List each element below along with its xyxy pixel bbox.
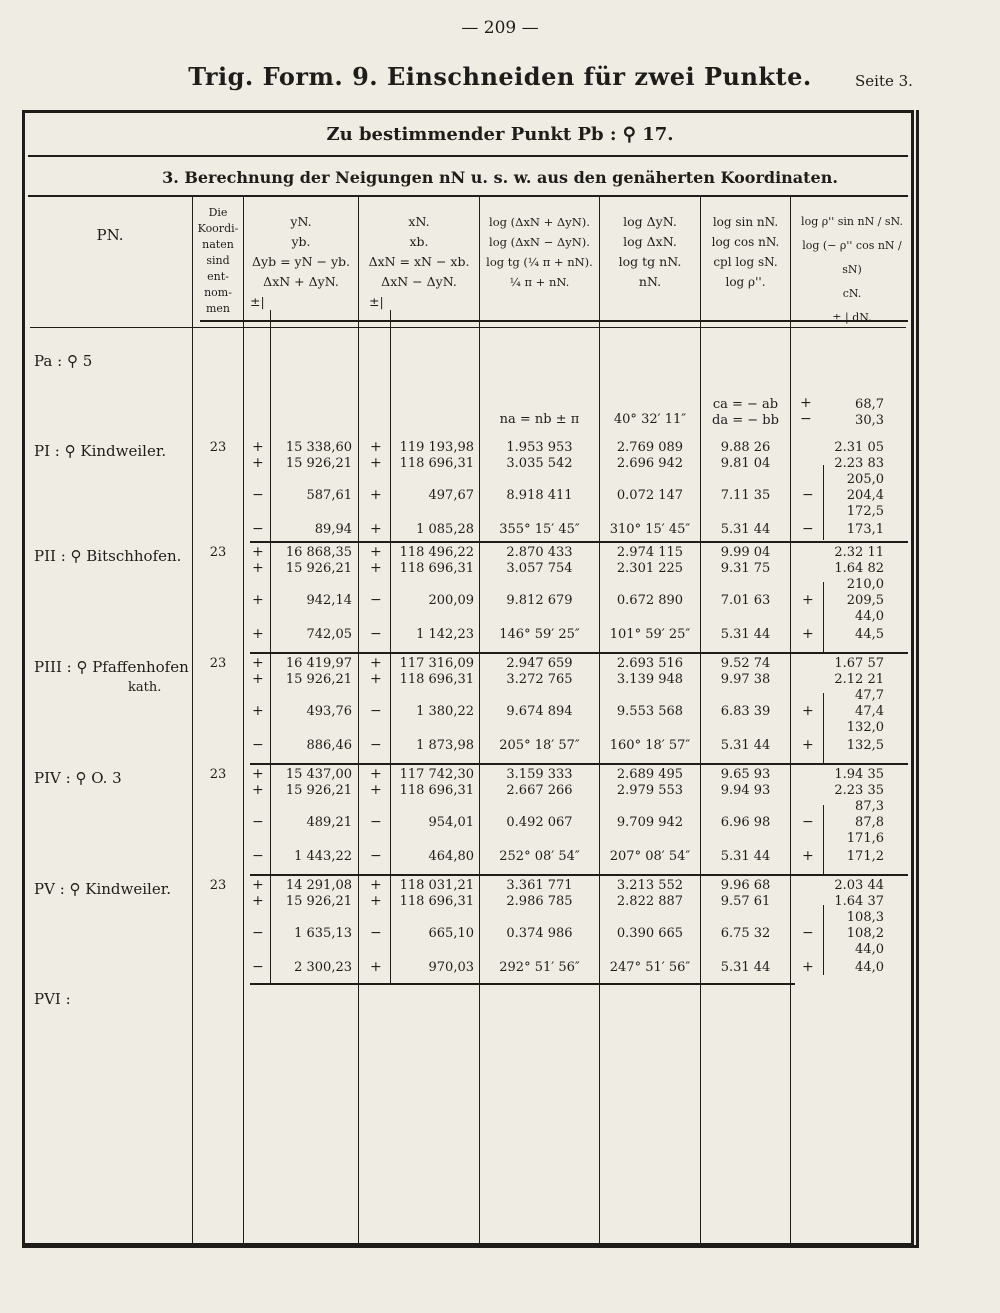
point-label: PIV : ⚲ O. 3	[34, 769, 122, 787]
log-sum-value: 2.870 433	[506, 545, 573, 560]
x-sign: +	[370, 655, 382, 671]
x-value: 118 696,31	[399, 561, 474, 576]
log-rho-value: 2.23 83	[834, 456, 884, 471]
log-rho-sign: −	[802, 487, 814, 503]
log-rho-value: 47,7	[855, 688, 884, 703]
log-rho-value: 108,2	[846, 926, 884, 941]
log-sum-value: 3.057 754	[506, 561, 573, 576]
log-delta-value: 9.553 568	[616, 704, 684, 719]
log-delta-value: 2.974 115	[616, 545, 684, 560]
log-sin-value: 5.31 44	[720, 849, 771, 864]
log-rho-value: 204,4	[846, 488, 884, 503]
y-sign: −	[252, 521, 264, 537]
y-sign: +	[252, 877, 264, 893]
log-rho-value: 2.12 21	[834, 672, 884, 687]
log-delta-value: 0.072 147	[616, 488, 684, 503]
point-header: Zu bestimmender Punkt Pb : ⚲ 17.	[326, 124, 674, 145]
log-rho-value: 2.23 35	[834, 783, 884, 798]
log-delta-value: 2.769 089	[616, 440, 684, 455]
log-sum-value: 2.667 266	[506, 783, 573, 798]
log-sin-value: 9.96 68	[720, 878, 771, 893]
y-value: 587,61	[306, 488, 352, 503]
log-rho-value: 2.03 44	[834, 878, 884, 893]
y-value: 15 926,21	[285, 783, 352, 798]
x-sign: +	[370, 893, 382, 909]
y-value: 89,94	[314, 522, 352, 537]
x-sign: +	[370, 560, 382, 576]
log-rho-value: 1.64 82	[834, 561, 884, 576]
log-delta-value: 3.139 948	[616, 672, 684, 687]
log-sin-value: 7.11 35	[720, 488, 771, 503]
x-sign: −	[370, 925, 382, 941]
y-sign: +	[252, 455, 264, 471]
y-sign: −	[252, 848, 264, 864]
log-rho-value: 132,5	[846, 738, 884, 753]
y-sign: −	[252, 959, 264, 975]
y-value: 489,21	[306, 815, 352, 830]
point-label-pa: Pa : ⚲ 5	[34, 352, 93, 370]
source-number: 23	[209, 440, 227, 455]
log-rho-sign: +	[802, 848, 814, 864]
col-header-y: yN. yb. Δyb = yN − yb. ΔxN + ΔyN. ±|	[250, 214, 350, 309]
x-sign: +	[370, 487, 382, 503]
log-delta-value: 310° 15′ 45″	[609, 522, 691, 537]
point-label: PV : ⚲ Kindweiler.	[34, 880, 172, 898]
log-sin-value: 9.52 74	[720, 656, 771, 671]
log-sin-value: 7.01 63	[720, 593, 771, 608]
x-value: 954,01	[428, 815, 474, 830]
log-sin-value: 6.83 39	[720, 704, 771, 719]
log-delta-value: 101° 59′ 25″	[609, 627, 691, 642]
log-rho-value: 171,6	[846, 831, 884, 846]
x-sign: +	[370, 544, 382, 560]
log-delta-value: 2.689 495	[616, 767, 684, 782]
y-value: 14 291,08	[285, 878, 352, 893]
source-number: 23	[209, 878, 227, 893]
log-sum-value: 2.947 659	[506, 656, 573, 671]
log-sin-value: 5.31 44	[720, 960, 771, 975]
source-number: 23	[209, 656, 227, 671]
log-rho-value: 44,0	[855, 942, 884, 957]
x-sign: +	[370, 877, 382, 893]
log-sum-value: 292° 51′ 56″	[499, 960, 580, 975]
x-sign: −	[370, 626, 382, 642]
log-rho-sign: −	[802, 814, 814, 830]
log-rho-value: 1.67 57	[834, 656, 884, 671]
log-sum-value: 205° 18′ 57″	[499, 738, 580, 753]
col-header-source: Die Koordi- naten sind ent- nom- men	[197, 206, 239, 315]
log-sum-value: 146° 59′ 25″	[499, 627, 580, 642]
y-value: 493,76	[306, 704, 352, 719]
log-sin-value: 9.94 93	[720, 783, 771, 798]
y-sign: +	[252, 439, 264, 455]
log-rho-value: 47,4	[855, 704, 884, 719]
log-rho-value: 205,0	[846, 472, 884, 487]
y-value: 16 868,35	[285, 545, 352, 560]
pa-sign-1: +	[800, 395, 812, 411]
log-sum-value: 3.361 771	[506, 878, 573, 893]
x-value: 1 142,23	[416, 627, 474, 642]
log-sin-value: 6.75 32	[720, 926, 771, 941]
log-delta-value: 3.213 552	[616, 878, 684, 893]
y-sign: +	[252, 626, 264, 642]
log-sum-value: 252° 08′ 54″	[499, 849, 580, 864]
log-sin-value: 9.31 75	[720, 561, 771, 576]
log-delta-value: 2.979 553	[616, 783, 684, 798]
col-header-log-delta: log ΔyN. log ΔxN. log tg nN. nN.	[618, 214, 682, 289]
x-sign: −	[370, 703, 382, 719]
source-number: 23	[209, 545, 227, 560]
log-sin-value: 9.88 26	[720, 440, 771, 455]
log-delta-value: 2.822 887	[616, 894, 684, 909]
log-rho-value: 210,0	[846, 577, 884, 592]
y-value: 15 926,21	[285, 456, 352, 471]
y-sign: +	[252, 560, 264, 576]
point-label: PI : ⚲ Kindweiler.	[34, 442, 167, 460]
log-sin-value: 9.57 61	[720, 894, 771, 909]
log-rho-sign: +	[802, 737, 814, 753]
x-sign: +	[370, 766, 382, 782]
x-sign: −	[370, 814, 382, 830]
log-sin-value: 9.97 38	[720, 672, 771, 687]
col-header-log-sin: log sin nN. log cos nN. cpl log sN. log ρ''.	[711, 215, 780, 289]
log-sin-value: 5.31 44	[720, 522, 771, 537]
log-delta-value: 9.709 942	[616, 815, 684, 830]
log-delta-value: 0.390 665	[616, 926, 684, 941]
x-value: 117 742,30	[399, 767, 474, 782]
log-rho-value: 44,0	[855, 960, 884, 975]
y-sign: +	[252, 544, 264, 560]
page-title: Trig. Form. 9. Einschneiden für zwei Punkte.	[188, 62, 812, 91]
x-value: 118 496,22	[399, 545, 474, 560]
pa-d: da = − bb	[712, 413, 779, 428]
y-value: 16 419,97	[285, 656, 352, 671]
log-delta-value: 207° 08′ 54″	[609, 849, 691, 864]
log-rho-value: 171,2	[846, 849, 884, 864]
x-sign: +	[370, 959, 382, 975]
x-value: 497,67	[428, 488, 474, 503]
x-sign: −	[370, 737, 382, 753]
log-sum-value: 3.035 542	[506, 456, 573, 471]
log-sin-value: 5.31 44	[720, 738, 771, 753]
log-rho-value: 108,3	[846, 910, 884, 925]
x-value: 464,80	[428, 849, 474, 864]
log-rho-value: 2.32 11	[834, 545, 884, 560]
log-sum-value: 9.674 894	[506, 704, 573, 719]
log-sum-value: 1.953 953	[506, 440, 573, 455]
log-rho-value: 44,0	[855, 609, 884, 624]
y-value: 15 437,00	[285, 767, 352, 782]
log-rho-sign: −	[802, 521, 814, 537]
log-sum-value: 9.812 679	[506, 593, 573, 608]
log-sum-value: 0.492 067	[506, 815, 573, 830]
y-sign: +	[252, 655, 264, 671]
x-value: 118 696,31	[399, 894, 474, 909]
x-value: 1 873,98	[416, 738, 474, 753]
source-number: 23	[209, 767, 227, 782]
y-sign: +	[252, 893, 264, 909]
col-header-log-sum: log (ΔxN + ΔyN). log (ΔxN − ΔyN). log tg (¼ π + nN). ¼ π + nN.	[486, 215, 593, 289]
x-sign: +	[370, 439, 382, 455]
pa-na: na = nb ± π	[499, 412, 580, 427]
log-rho-value: 44,5	[855, 627, 884, 642]
log-rho-value: 87,3	[855, 799, 884, 814]
x-value: 118 696,31	[399, 456, 474, 471]
x-sign: −	[370, 592, 382, 608]
log-rho-value: 172,5	[846, 504, 884, 519]
log-rho-value: 173,1	[846, 522, 884, 537]
pa-sign-2: −	[800, 411, 812, 427]
log-rho-sign: +	[802, 626, 814, 642]
y-value: 15 926,21	[285, 561, 352, 576]
y-value: 15 926,21	[285, 672, 352, 687]
page-number: — 209 —	[461, 18, 539, 38]
log-rho-value: 209,5	[846, 593, 884, 608]
y-value: 2 300,23	[294, 960, 352, 975]
log-rho-sign: +	[802, 592, 814, 608]
pa-c: ca = − ab	[712, 397, 779, 412]
log-rho-sign: +	[802, 703, 814, 719]
pa-value-1: 68,7	[855, 397, 884, 412]
log-sum-value: 0.374 986	[506, 926, 573, 941]
x-value: 200,09	[428, 593, 474, 608]
y-sign: −	[252, 925, 264, 941]
y-sign: +	[252, 671, 264, 687]
x-sign: +	[370, 521, 382, 537]
point-label: PIII : ⚲ Pfaffenhofen	[34, 658, 189, 676]
y-sign: +	[252, 592, 264, 608]
y-value: 15 338,60	[285, 440, 352, 455]
log-sum-value: 3.159 333	[506, 767, 573, 782]
log-rho-value: 1.94 35	[834, 767, 884, 782]
x-value: 118 696,31	[399, 783, 474, 798]
log-delta-value: 0.672 890	[616, 593, 684, 608]
log-delta-value: 160° 18′ 57″	[609, 738, 691, 753]
log-sin-value: 6.96 98	[720, 815, 771, 830]
y-sign: +	[252, 766, 264, 782]
y-sign: −	[252, 814, 264, 830]
x-value: 665,10	[428, 926, 474, 941]
x-value: 118 696,31	[399, 672, 474, 687]
y-value: 1 635,13	[294, 926, 352, 941]
y-sign: +	[252, 782, 264, 798]
x-value: 1 085,28	[416, 522, 474, 537]
log-sin-value: 5.31 44	[720, 627, 771, 642]
point-sublabel: kath.	[128, 680, 162, 695]
y-sign: +	[252, 703, 264, 719]
log-sum-value: 355° 15′ 45″	[499, 522, 580, 537]
col-header-log-rho: log ρ'' sin nN / sN. log (− ρ'' cos nN / sN) cN. ± | dN.	[801, 215, 903, 324]
y-value: 742,05	[306, 627, 352, 642]
log-sum-value: 3.272 765	[506, 672, 573, 687]
log-rho-value: 132,0	[846, 720, 884, 735]
log-rho-sign: +	[802, 959, 814, 975]
pa-value-2: 30,3	[855, 413, 884, 428]
log-rho-value: 87,8	[855, 815, 884, 830]
point-label-pvi: PVI :	[34, 990, 71, 1008]
y-value: 1 443,22	[294, 849, 352, 864]
section-header: 3. Berechnung der Neigungen nN u. s. w. aus den genäherten Koordinaten.	[162, 168, 838, 187]
log-delta-value: 2.301 225	[616, 561, 684, 576]
log-rho-value: 2.31 05	[834, 440, 884, 455]
x-sign: +	[370, 455, 382, 471]
y-value: 942,14	[306, 593, 352, 608]
pa-nb: 40° 32′ 11″	[613, 412, 687, 427]
x-value: 118 031,21	[399, 878, 474, 893]
log-sin-value: 9.99 04	[720, 545, 771, 560]
col-header-x: xN. xb. ΔxN = xN − xb. ΔxN − ΔyN. ±|	[368, 214, 470, 309]
log-sin-value: 9.81 04	[720, 456, 771, 471]
log-sum-value: 2.986 785	[506, 894, 573, 909]
x-value: 970,03	[428, 960, 474, 975]
y-value: 886,46	[306, 738, 352, 753]
log-delta-value: 2.696 942	[616, 456, 684, 471]
x-value: 119 193,98	[399, 440, 474, 455]
x-sign: −	[370, 848, 382, 864]
log-rho-value: 1.64 37	[834, 894, 884, 909]
x-value: 1 380,22	[416, 704, 474, 719]
y-value: 15 926,21	[285, 894, 352, 909]
log-delta-value: 247° 51′ 56″	[609, 960, 691, 975]
col-header-p: PN.	[96, 226, 124, 244]
x-sign: +	[370, 782, 382, 798]
log-rho-sign: −	[802, 925, 814, 941]
point-label: PII : ⚲ Bitschhofen.	[34, 547, 182, 565]
page-ref: Seite 3.	[855, 72, 913, 90]
log-delta-value: 2.693 516	[616, 656, 684, 671]
log-sin-value: 9.65 93	[720, 767, 771, 782]
y-sign: −	[252, 487, 264, 503]
y-sign: −	[252, 737, 264, 753]
log-sum-value: 8.918 411	[506, 488, 573, 503]
x-value: 117 316,09	[399, 656, 474, 671]
x-sign: +	[370, 671, 382, 687]
